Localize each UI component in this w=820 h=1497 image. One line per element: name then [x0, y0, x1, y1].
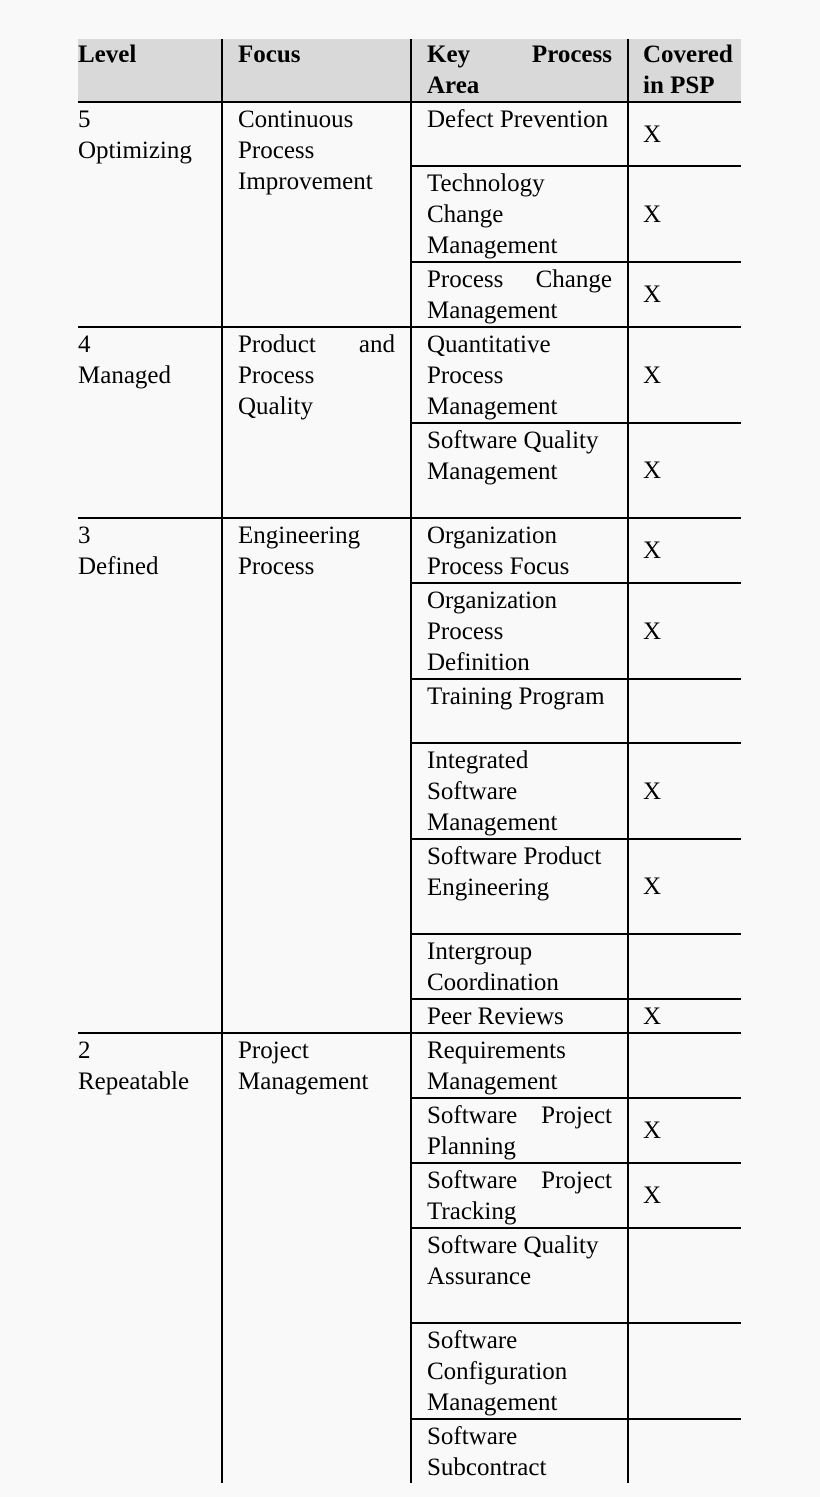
covered-cell — [628, 1419, 741, 1483]
kpa-cell: Technology Change Management — [411, 166, 628, 262]
covered-cell — [628, 1228, 741, 1323]
level-number: 2 — [78, 1037, 91, 1064]
focus-cell: Project Management — [222, 1033, 411, 1483]
kpa-cell: Software Project Planning — [411, 1098, 628, 1163]
header-focus: Focus — [222, 39, 411, 102]
kpa-cell: Defect Prevention — [411, 102, 628, 166]
cmm-kpa-table — [78, 39, 741, 1483]
kpa-cell: Quantitative Process Management — [411, 327, 628, 423]
table-row — [78, 327, 741, 423]
header-row — [78, 39, 741, 102]
table-row — [78, 1033, 741, 1098]
covered-cell: X — [628, 999, 741, 1033]
level-cell-5 — [78, 102, 222, 327]
kpa-cell: Process Change Management — [411, 262, 628, 327]
covered-cell: X — [628, 583, 741, 679]
kpa-cell: Organization Process Focus — [411, 518, 628, 583]
level-name: Managed — [78, 362, 172, 389]
covered-cell: X — [628, 166, 741, 262]
covered-cell — [628, 1323, 741, 1419]
kpa-cell: Intergroup Coordination — [411, 934, 628, 999]
header-covered-line2: in PSP — [643, 72, 715, 99]
level-number: 4 — [78, 331, 91, 358]
kpa-cell: Requirements Management — [411, 1033, 628, 1098]
kpa-cell: Software Quality Management — [411, 423, 628, 518]
covered-cell: X — [628, 423, 741, 518]
covered-cell: X — [628, 518, 741, 583]
header-kpa-word-process: Process — [531, 41, 612, 68]
header-covered-line1: Covered — [643, 41, 733, 68]
level-cell-2 — [78, 1033, 222, 1483]
covered-cell — [628, 1033, 741, 1098]
level-cell-4 — [78, 327, 222, 518]
kpa-cell: Software Subcontract — [411, 1419, 628, 1483]
kpa-cell: Software Project Tracking — [411, 1163, 628, 1228]
header-key-process-area — [411, 39, 628, 102]
covered-cell: X — [628, 1098, 741, 1163]
level-number: 5 — [78, 106, 91, 133]
focus-cell: Engineering Process — [222, 518, 411, 1033]
kpa-cell: Training Program — [411, 679, 628, 743]
header-level: Level — [78, 39, 222, 102]
level-name: Optimizing — [78, 137, 192, 164]
header-kpa-word-area: Area — [427, 72, 480, 99]
covered-cell: X — [628, 327, 741, 423]
covered-cell — [628, 679, 741, 743]
covered-cell: X — [628, 839, 741, 934]
kpa-cell: Software Configuration Management — [411, 1323, 628, 1419]
table-row — [78, 518, 741, 583]
header-covered-in-psp — [628, 39, 741, 102]
covered-cell: X — [628, 262, 741, 327]
covered-cell: X — [628, 102, 741, 166]
focus-cell: Continuous Process Improvement — [222, 102, 411, 327]
kpa-cell: Software Product Engineering — [411, 839, 628, 934]
level-cell-3 — [78, 518, 222, 1033]
header-kpa-word-key: Key — [427, 41, 471, 68]
focus-cell: Product and Process Quality — [222, 327, 411, 518]
level-number: 3 — [78, 522, 91, 549]
covered-cell: X — [628, 1163, 741, 1228]
kpa-cell: Peer Reviews — [411, 999, 628, 1033]
covered-cell: X — [628, 743, 741, 839]
level-name: Repeatable — [78, 1068, 190, 1095]
kpa-cell: Organization Process Definition — [411, 583, 628, 679]
level-name: Defined — [78, 553, 159, 580]
kpa-cell: Software Quality Assurance — [411, 1228, 628, 1323]
table-row — [78, 102, 741, 166]
kpa-cell: Integrated Software Management — [411, 743, 628, 839]
covered-cell — [628, 934, 741, 999]
